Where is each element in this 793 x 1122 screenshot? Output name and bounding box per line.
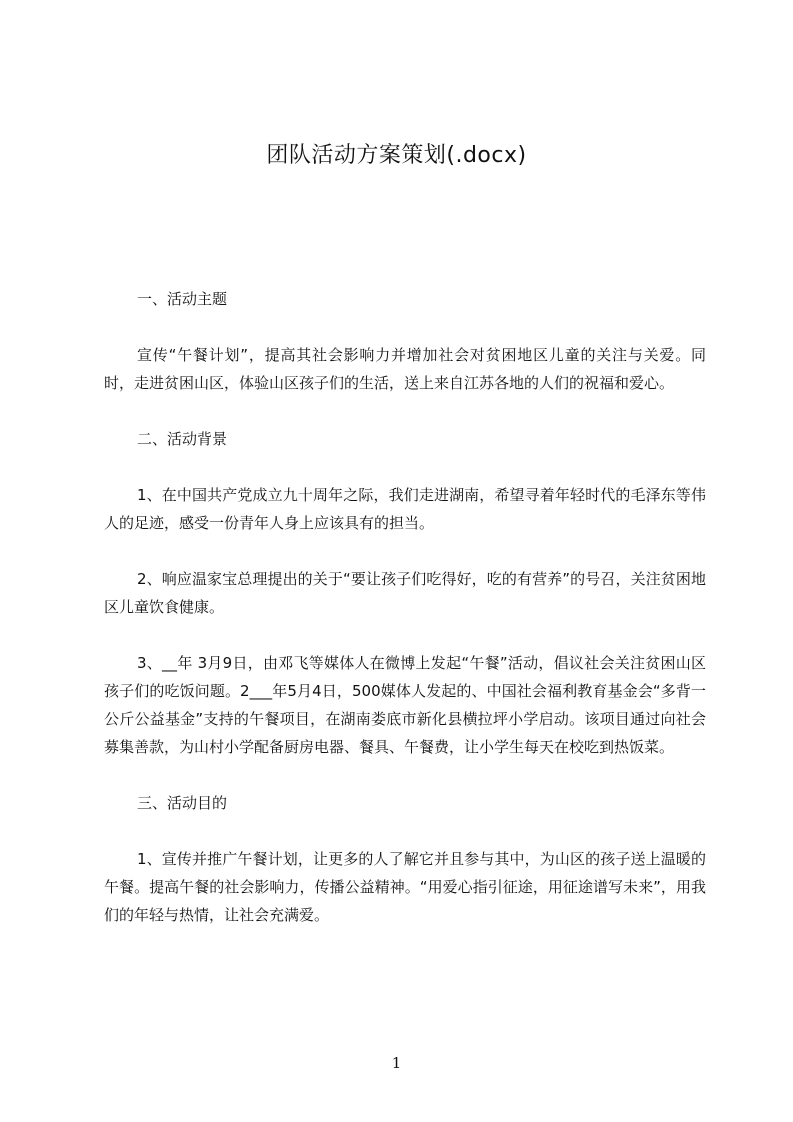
document-body	[104, 285, 706, 929]
paragraph-purpose-1: 1、宣传并推广午餐计划，让更多的人了解它并且参与其中，为山区的孩子送上温暖的午餐。提高午餐的社会影响力，传播公益精神。“用爱心指引征途，用征途谱写未来”，用我们的年轻与热情，让社会充满爱。	[104, 850, 706, 924]
section-heading-purpose: 三、活动目的	[137, 794, 228, 812]
section-heading-theme: 一、活动主题	[137, 290, 228, 308]
section-heading-background: 二、活动背景	[137, 430, 228, 448]
paragraph-background-2: 2、响应温家宝总理提出的关于“要让孩子们吃得好，吃的有营养”的号召，关注贫困地区儿童饮食健康。	[104, 570, 706, 616]
paragraph-theme: 宣传“午餐计划”，提高其社会影响力并增加社会对贫困地区儿童的关注与关爱。同时，走进贫困山区，体验山区孩子们的生活，送上来自江苏各地的人们的祝福和爱心。	[104, 346, 706, 392]
paragraph-background-3: 3、__年 3月9日，由邓飞等媒体人在微博上发起“午餐”活动，倡议社会关注贫困山区孩子们的吃饭问题。2___年5月4日，500媒体人发起的、中国社会福利教育基金会“多背一公斤公益基金”支持的午餐项目，在湖南娄底市新化县横拉坪小学启动。该项目通过向社会募集善款，为山村小学配备厨房电器、餐具、午餐费，让小学生每天在校吃到热饭菜。	[104, 654, 706, 756]
paragraph-background-1: 1、在中国共产党成立九十周年之际，我们走进湖南，希望寻着年轻时代的毛泽东等伟人的足迹，感受一份青年人身上应该具有的担当。	[104, 486, 706, 532]
page-number: 1	[391, 1054, 402, 1072]
document-title: 团队活动方案策划(.docx)	[266, 143, 527, 168]
